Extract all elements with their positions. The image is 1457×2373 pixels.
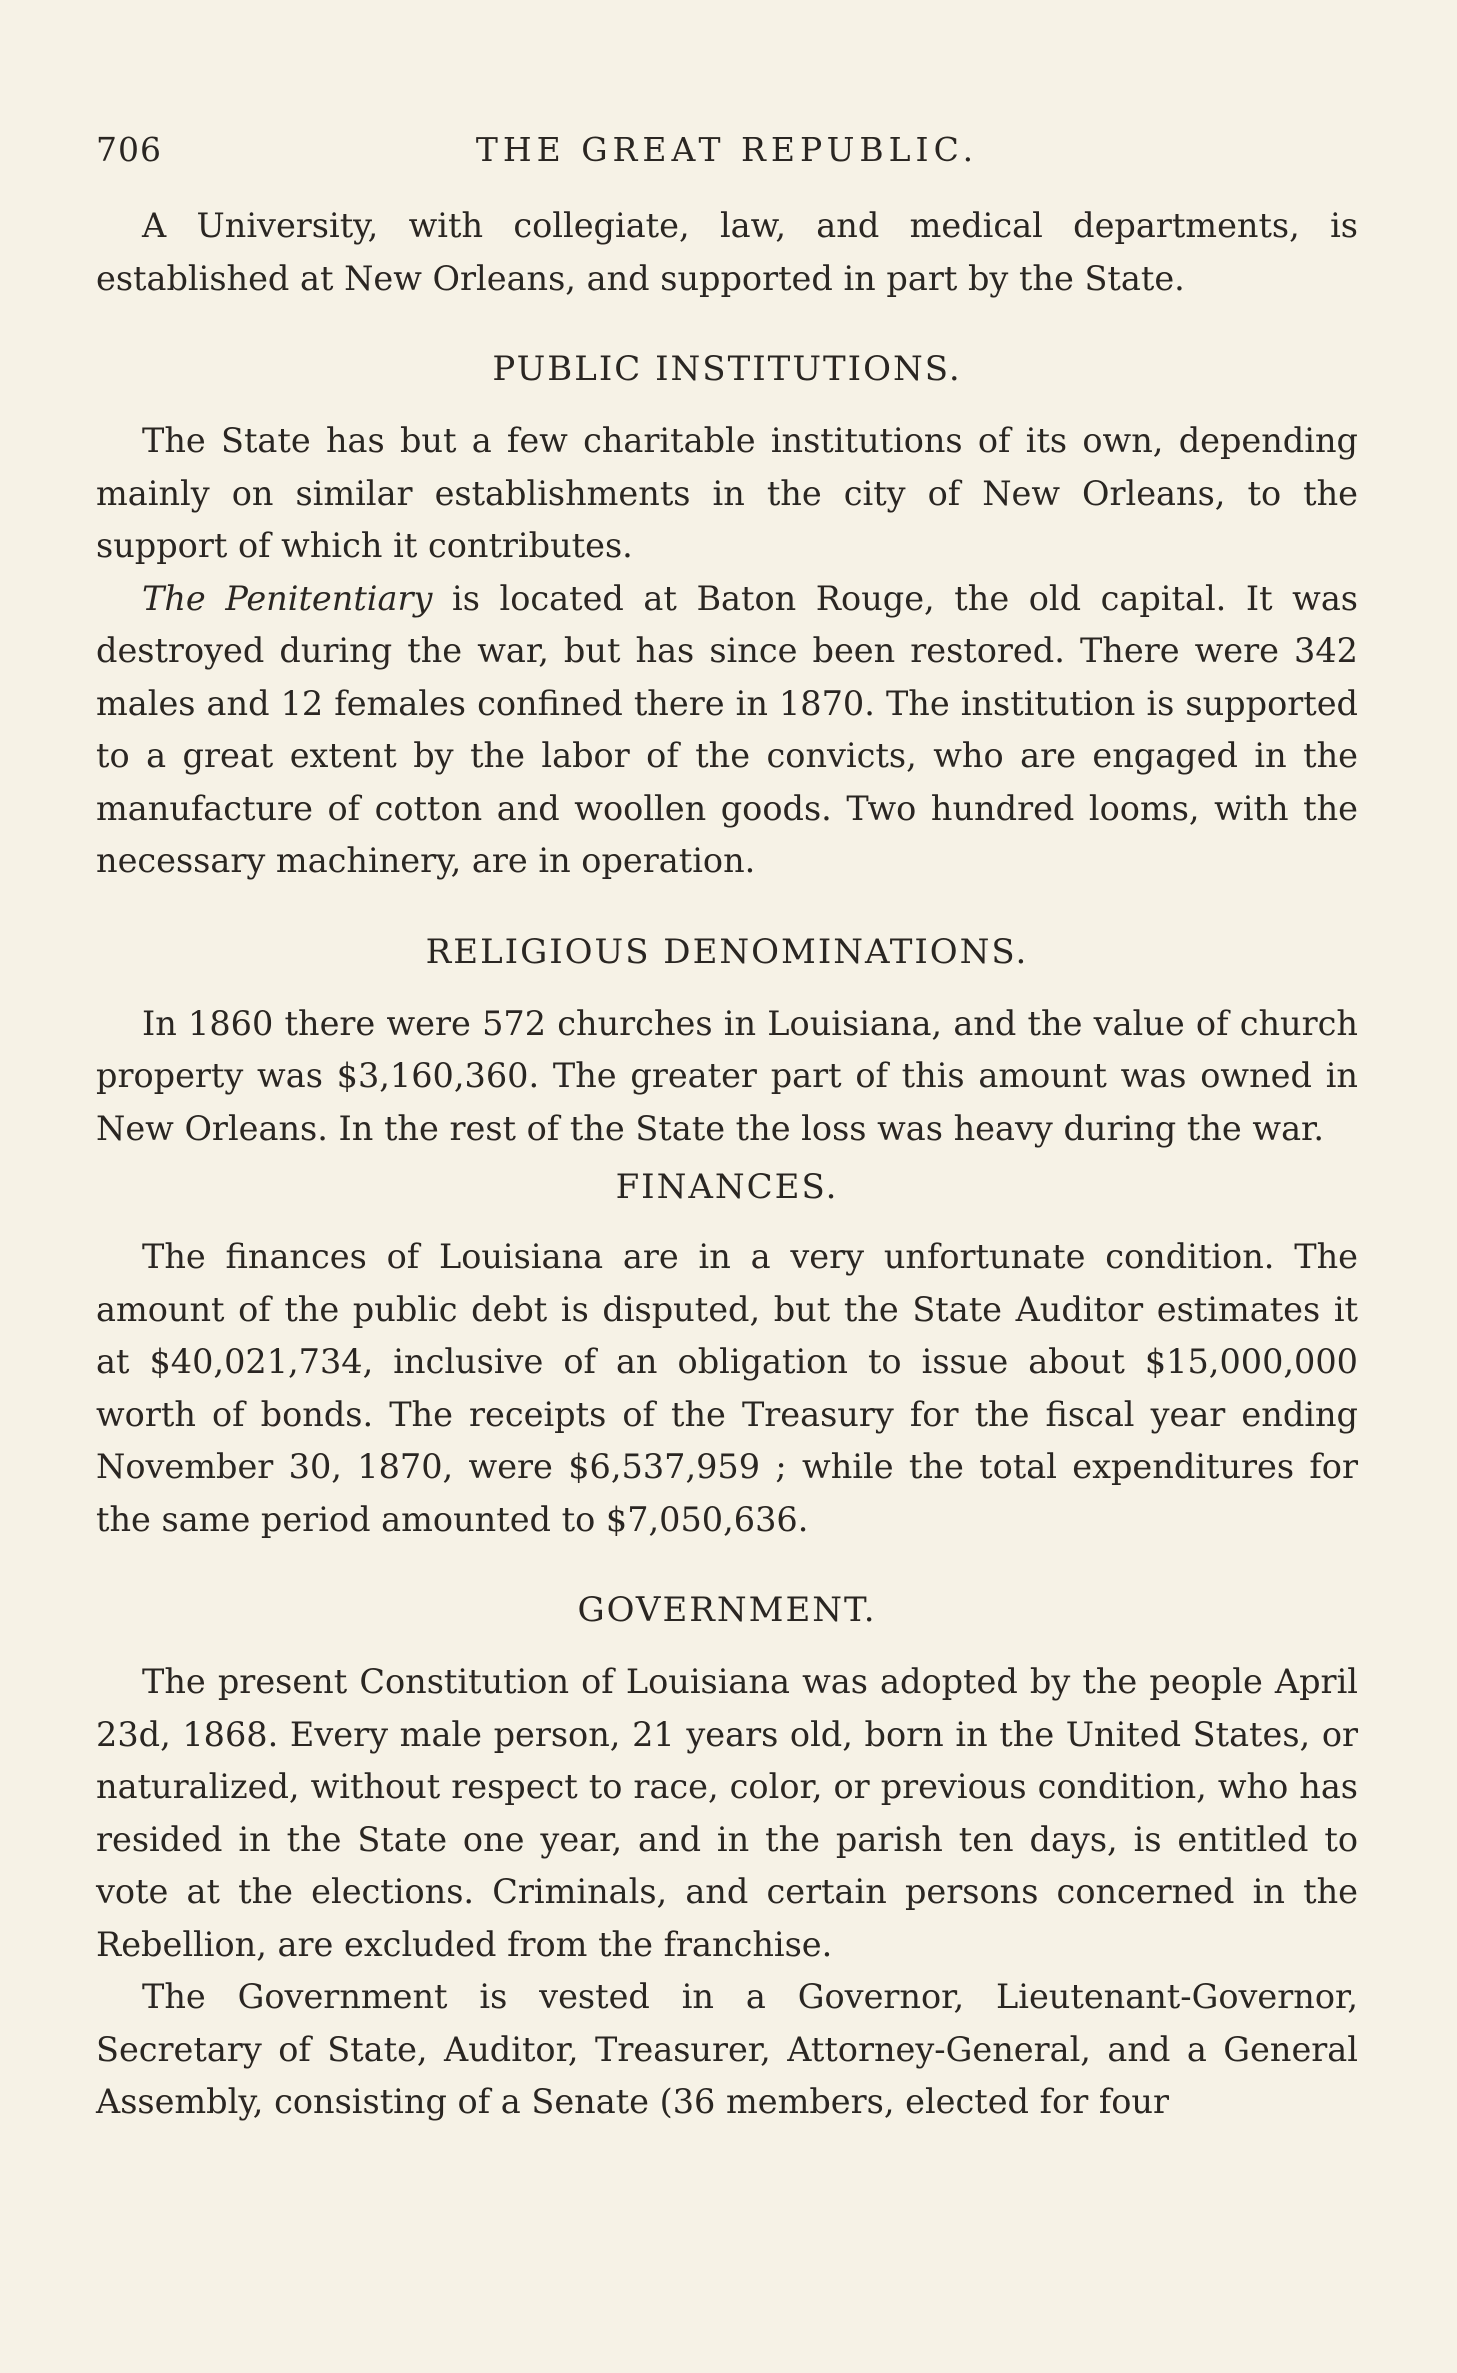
heading-religious-denominations: RELIGIOUS DENOMINATIONS. bbox=[425, 931, 1029, 972]
public-institutions-paragraph-2 bbox=[96, 573, 1358, 888]
heading-public-institutions: PUBLIC INSTITUTIONS. bbox=[492, 349, 962, 389]
penitentiary-lead: The Penitentiary bbox=[142, 578, 433, 618]
heading-finances: FINANCES. bbox=[615, 1167, 839, 1207]
religious-paragraph: In 1860 there were 572 churches in Louisiana, and the value of church property was $3,160,360. The greater part of this amount was owned in New Orleans. In the rest of the State the loss was heavy during the war. bbox=[96, 1003, 1358, 1148]
public-institutions-paragraph-1: The State has but a few charitable institutions of its own, depending mainly on similar establishments in the city of New Orleans, to the support of which it contributes. bbox=[96, 421, 1358, 565]
government-paragraph-2: The Government is vested in a Governor, Lieutenant-Governor, Secretary of State, Auditor, Treasurer, Attorney-General, and a General Assembly, consisting of a Senate (36 members, elected for four bbox=[96, 1977, 1358, 2121]
book-page bbox=[96, 130, 1358, 2129]
page-number: 706 bbox=[96, 130, 162, 169]
government-paragraph-1: The present Constitution of Louisiana was adopted by the people April 23d, 1868. Every male person, 21 years old, born in the United States, or naturalized, without respect to race, color, or previous condition, who has resided in the State one year, and in the parish ten days, is entitled to vote at the elections. Criminals, and certain persons concerned in the Rebellion, are excluded from the franchise. bbox=[96, 1662, 1358, 1964]
page-header bbox=[96, 130, 1358, 176]
finances-paragraph: The finances of Louisiana are in a very unfortunate condition. The amount of the public debt is disputed, but the State Auditor estimates it at $40,021,734, inclusive of an obligation to issue about $15,000,000 worth of bonds. The receipts of the Treasury for the fiscal year ending November 30, 1870, were $6,537,959 ; while the total expenditures for the same period amounted to $7,050,636. bbox=[96, 1237, 1358, 1539]
penitentiary-text: is located at Baton Rouge, the old capital. It was destroyed during the war, but has since been restored. There were 342 males and 12 females confined there in 1870. The institution is supported to a great extent by the labor of the convicts, who are engaged in the manufacture of cotton and woollen goods. Two hundred looms, with the necessary machinery, are in operation. bbox=[96, 578, 1359, 880]
running-title: THE GREAT REPUBLIC. bbox=[475, 130, 979, 169]
heading-government: GOVERNMENT. bbox=[577, 1590, 877, 1630]
intro-paragraph: A University, with collegiate, law, and medical departments, is established at New Orleans, and supported in part by the State. bbox=[96, 206, 1358, 298]
